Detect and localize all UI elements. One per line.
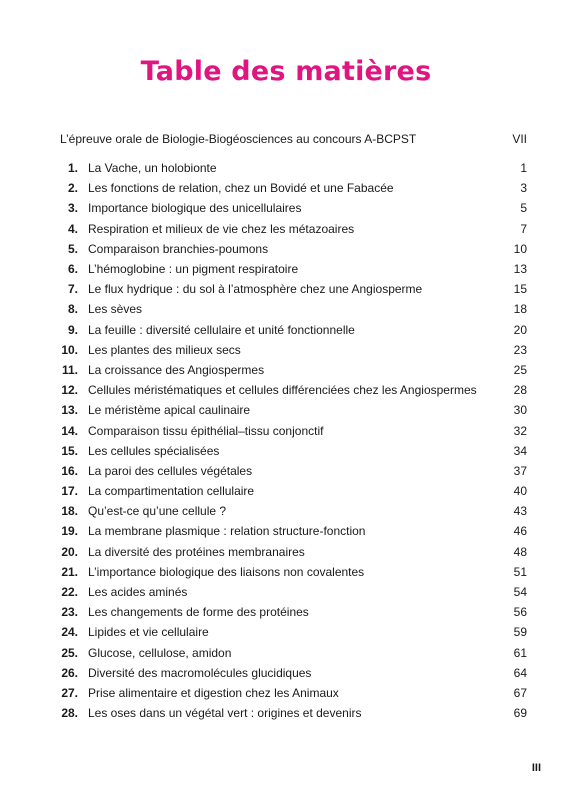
toc-entry-number: 21. [61,564,78,579]
toc-entry-page: 59 [513,625,527,640]
toc-entry-page: 25 [513,362,527,377]
toc-entry-title: Prise alimentaire et digestion chez les Animaux [88,685,339,700]
toc-entry[interactable] [60,461,527,481]
toc-entry[interactable] [60,663,527,683]
toc-entry-number: 9. [67,322,78,337]
toc-entry-page: 67 [513,685,527,700]
toc-entry-title: La Vache, un holobionte [88,161,217,176]
toc-entry[interactable] [60,582,527,602]
toc-entry-number: 20. [61,544,78,559]
toc-entry-number: 10. [61,342,78,357]
toc-entry[interactable] [60,158,527,178]
toc-entry-page: 28 [513,383,527,398]
toc-entry-number: 22. [61,585,78,600]
toc-entry-page: 7 [520,221,527,236]
toc-entry-title: Les fonctions de relation, chez un Bovidé et une Fabacée [88,181,394,196]
toc-entry-title: Comparaison tissu épithélial–tissu conjonctif [88,423,324,438]
toc-entry[interactable] [60,562,527,582]
toc-entry[interactable] [60,380,527,400]
toc-entry-page: 32 [513,423,527,438]
toc-entry-title: Le flux hydrique : du sol à l’atmosphère chez une Angiosperme [88,282,423,297]
toc-entry-title: Lipides et vie cellulaire [88,625,209,640]
toc-entry-title: Les sèves [88,302,143,317]
toc-entry-page: 10 [513,241,527,256]
toc-entry-page: 56 [513,605,527,620]
toc-entry-number: 18. [61,504,78,519]
toc-entry-page: 37 [513,463,527,478]
page-title: Table des matières [140,56,432,88]
toc-entry-number: 13. [61,403,78,418]
toc-entry[interactable] [60,360,527,380]
toc-entry-page: 43 [513,504,527,519]
toc-entry-number: 6. [67,262,78,277]
toc-entry[interactable] [60,703,527,723]
toc-entry-page: 13 [513,262,527,277]
toc-entry-number: 7. [67,282,78,297]
toc-entry-number: 28. [61,706,78,721]
toc-entry[interactable] [60,683,527,703]
toc-entry-title: Le méristème apical caulinaire [88,403,251,418]
toc-entry-page: 34 [513,443,527,458]
toc-entry-page: 46 [513,524,527,539]
toc-entry-number: 12. [61,383,78,398]
toc-entry-number: 5. [67,241,78,256]
toc-entry-number: 23. [61,605,78,620]
toc-entry-number: 1. [67,161,78,176]
toc-entry[interactable] [60,239,527,259]
toc-intro-page: VII [512,132,527,146]
toc-entry[interactable] [60,501,527,521]
toc-entry[interactable] [60,340,527,360]
toc-entry-number: 4. [67,221,78,236]
toc-entry[interactable] [60,400,527,420]
toc-entry-number: 15. [61,443,78,458]
toc-entry-title: La feuille : diversité cellulaire et unité fonctionnelle [88,322,355,337]
toc-entry-page: 48 [513,544,527,559]
toc-entry[interactable] [60,420,527,440]
toc-entry-title: Qu’est-ce qu’une cellule ? [88,504,227,519]
toc-intro-title: L’épreuve orale de Biologie-Biogéosciences au concours A-BCPST [60,132,417,146]
toc-entry-title: Glucose, cellulose, amidon [88,645,232,660]
toc-entry[interactable] [60,320,527,340]
toc-entry[interactable] [60,643,527,663]
toc-entry[interactable] [60,299,527,319]
toc-entry-number: 3. [67,201,78,216]
toc-entry-title: Cellules méristématiques et cellules différenciées chez les Angiospermes [88,383,477,398]
toc-entry[interactable] [60,481,527,501]
toc-entry-number: 16. [61,463,78,478]
toc-entry-number: 8. [67,302,78,317]
toc-entry-number: 24. [61,625,78,640]
toc-entry-title: Les cellules spécialisées [88,443,220,458]
toc-entry-number: 2. [67,181,78,196]
toc-entry[interactable] [60,219,527,239]
toc-entry[interactable] [60,279,527,299]
toc-entry-number: 11. [61,362,78,377]
toc-entry-page: 51 [513,564,527,579]
toc-entry-number: 25. [61,645,78,660]
toc-entry-page: 15 [513,282,527,297]
toc-entry-title: L’importance biologique des liaisons non covalentes [88,564,365,579]
toc-entry-page: 64 [513,665,527,680]
toc-entry-page: 40 [513,484,527,499]
toc-entry-page: 5 [520,201,527,216]
toc-entry[interactable] [60,259,527,279]
toc-entry-title: Les oses dans un végétal vert : origines et devenirs [88,706,362,721]
toc-entry-page: 54 [513,585,527,600]
toc-entry[interactable] [60,178,527,198]
toc-entry-title: Respiration et milieux de vie chez les métazoaires [88,221,355,236]
toc-entry-number: 19. [61,524,78,539]
toc-entry-title: Diversité des macromolécules glucidiques [88,665,312,680]
toc-entry-page: 23 [513,342,527,357]
toc-entry-page: 61 [513,645,527,660]
toc-entry-title: Comparaison branchies-poumons [88,241,269,256]
toc-entry-page: 1 [520,161,527,176]
toc-entry-title: L’hémoglobine : un pigment respiratoire [88,262,299,277]
toc-entry-title: La compartimentation cellulaire [88,484,255,499]
toc-entry-title: La membrane plasmique : relation structure-fonction [88,524,366,539]
toc-entry-number: 27. [61,685,78,700]
toc-entry-page: 20 [513,322,527,337]
toc-entry[interactable] [60,521,527,541]
toc-entry-page: 18 [513,302,527,317]
toc-entry-title: Importance biologique des unicellulaires [88,201,302,216]
toc-entry-title: La diversité des protéines membranaires [88,544,305,559]
toc-entry[interactable] [60,441,527,461]
toc-entry[interactable] [60,622,527,642]
toc-entry-number: 14. [61,423,78,438]
toc-entry-title: Les changements de forme des protéines [88,605,309,620]
toc-entry-title: Les plantes des milieux secs [88,342,241,357]
toc-entry[interactable] [60,542,527,562]
page-folio: III [531,762,541,774]
toc-entry-page: 30 [513,403,527,418]
toc-entry-number: 17. [61,484,78,499]
toc-entry[interactable] [60,602,527,622]
table-of-contents [60,158,527,723]
toc-entry-title: La croissance des Angiospermes [88,362,265,377]
toc-entry[interactable] [60,198,527,218]
toc-entry-page: 69 [513,706,527,721]
toc-entry-title: La paroi des cellules végétales [88,463,253,478]
toc-entry-title: Les acides aminés [88,585,188,600]
toc-entry-page: 3 [520,181,527,196]
toc-entry-number: 26. [61,665,78,680]
toc-intro-entry[interactable] [60,130,527,148]
